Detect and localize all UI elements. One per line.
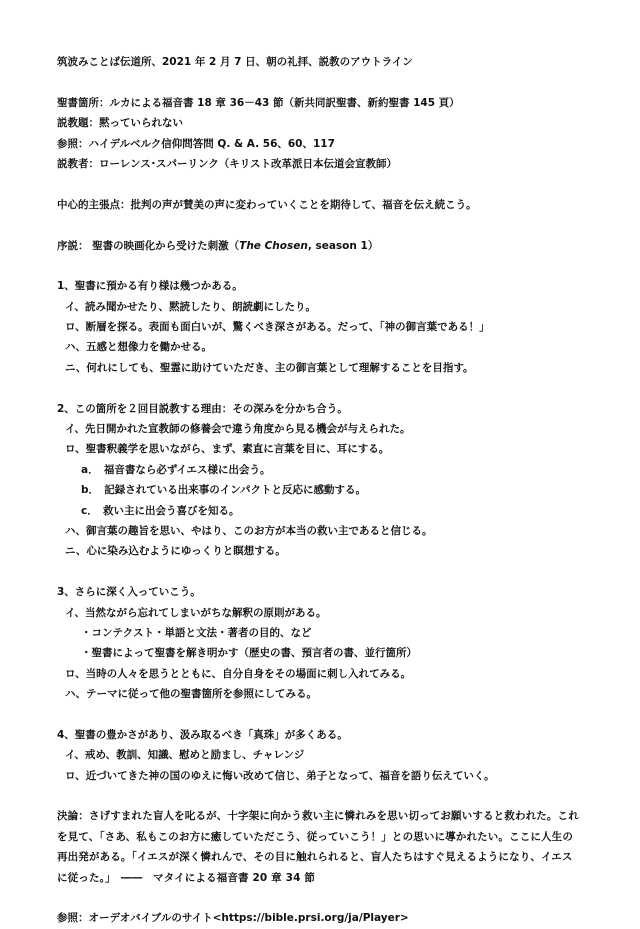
list-item: ロ、近づいてきた神の国のゆえに悔い改めて信じ、弟子となって、福音を語り伝えていく。 [65, 769, 495, 782]
section-heading: 4、聖書の豊かさがあり、汲み取るべき「真珠」が多くある。 [57, 728, 348, 741]
list-item: ハ、五感と想像力を働かせる。 [65, 341, 212, 354]
list-item: ロ、断層を探る。表面も面白いが、驚くべき深さがある。だって、「神の御言葉である！」 [65, 321, 490, 334]
spacer [57, 562, 587, 582]
preacher: 説教者：ローレンス･スパーリンク（キリスト改革派日本伝道会宣教師） [57, 157, 398, 170]
list-item: イ、読み聞かせたり、黙読したり、朗読劇にしたり。 [65, 300, 317, 313]
main-point: 中心的主張点：批判の声が賛美の声に変わっていくことを期待して、福音を伝え続こう。 [57, 198, 477, 211]
introduction-prefix: 序説： 聖書の映画化から受けた刺激（ [57, 239, 240, 252]
section-heading: 2、この箇所を２回目説教する理由：その深みを分かち合う。 [57, 402, 348, 415]
introduction-film-title: The Chosen [239, 239, 308, 252]
section-heading: 1、聖書に預かる有り様は幾つかある。 [57, 280, 243, 293]
document-header: 筑波みことば伝道所、2021 年 2 月 7 日、朝の礼拝、説教のアウトライン [57, 56, 413, 68]
list-item: イ、先日開かれた宣教師の修養会で違う角度から見る機会が与えられた。 [65, 423, 411, 436]
spacer [57, 215, 587, 235]
spacer [57, 705, 587, 725]
spacer [57, 786, 587, 806]
audio-bible-reference: 参照：オーデオバイブルのサイト<https://bible.prsi.org/ja/Player> [57, 912, 409, 925]
introduction [57, 236, 587, 256]
document-page [57, 52, 587, 929]
sub-list-item: b． 記録されている出来事のインパクトと反応に感動する。 [81, 484, 367, 497]
sub-list-item: c． 救い主に出会う喜びを知る。 [81, 504, 240, 517]
introduction-suffix: , season 1） [307, 239, 379, 252]
spacer [57, 378, 587, 398]
sub-list-item: ・コンテクスト・単語と文法・著者の目的、など [81, 626, 312, 639]
list-item: ロ、当時の人々を思うとともに、自分自身をその場面に刺し入れてみる。 [65, 667, 412, 680]
sermon-title: 説教題：黙っていられない [57, 117, 183, 130]
spacer [57, 72, 587, 92]
conclusion: 決論：さげすまれた盲人を叱るが、十字架に向かう救い主に憐れみを思い切ってお願いすると救われた。これを見て、「さあ、私もこのお方に癒していただこう、従っていこう！」との思いに導かれたい。ここに人生の再出発がある。「イエスが深く憐れんで、その目に触れられると、盲人たちはすぐ見えるようになり、イエスに従った。」 ―― マタイによる福音書 20 章 34 節 [57, 810, 579, 884]
catechism-reference: 参照：ハイデルベルク信仰問答問 Q. & A. 56、60、117 [57, 137, 335, 150]
list-item: ニ、何れにしても、聖霊に助けていただき、主の御言葉として理解することを目指す。 [65, 361, 474, 374]
spacer [57, 256, 587, 276]
list-item: イ、戒め、教訓、知識、慰めと励まし、チャレンジ [65, 749, 305, 762]
list-item: イ、当然ながら忘れてしまいがちな解釈の原則がある。 [65, 606, 327, 619]
sub-list-item: ・聖書によって聖書を解き明かす（歴史の書、預言者の書、並行箇所） [81, 647, 417, 660]
list-item: ハ、御言葉の趣旨を思い、やはり、このお方が本当の救い主であると信じる。 [65, 524, 433, 537]
list-item: ハ、テーマに従って他の聖書箇所を参照にしてみる。 [65, 688, 317, 701]
section-heading: 3、さらに深く入っていこう。 [57, 586, 201, 599]
sub-list-item: a． 福音書なら必ずイエス様に出会う。 [81, 463, 271, 476]
list-item: ニ、心に染み込むようにゆっくりと瞑想する。 [65, 545, 286, 558]
spacer [57, 888, 587, 908]
scripture-passage: 聖書箇所：ルカによる福音書 18 章 36－43 節（新共同訳聖書、新約聖書 145 頁） [57, 96, 460, 109]
spacer [57, 174, 587, 194]
list-item: ロ、聖書釈義学を思いながら、まず、素直に言葉を目に、耳にする。 [65, 443, 390, 456]
